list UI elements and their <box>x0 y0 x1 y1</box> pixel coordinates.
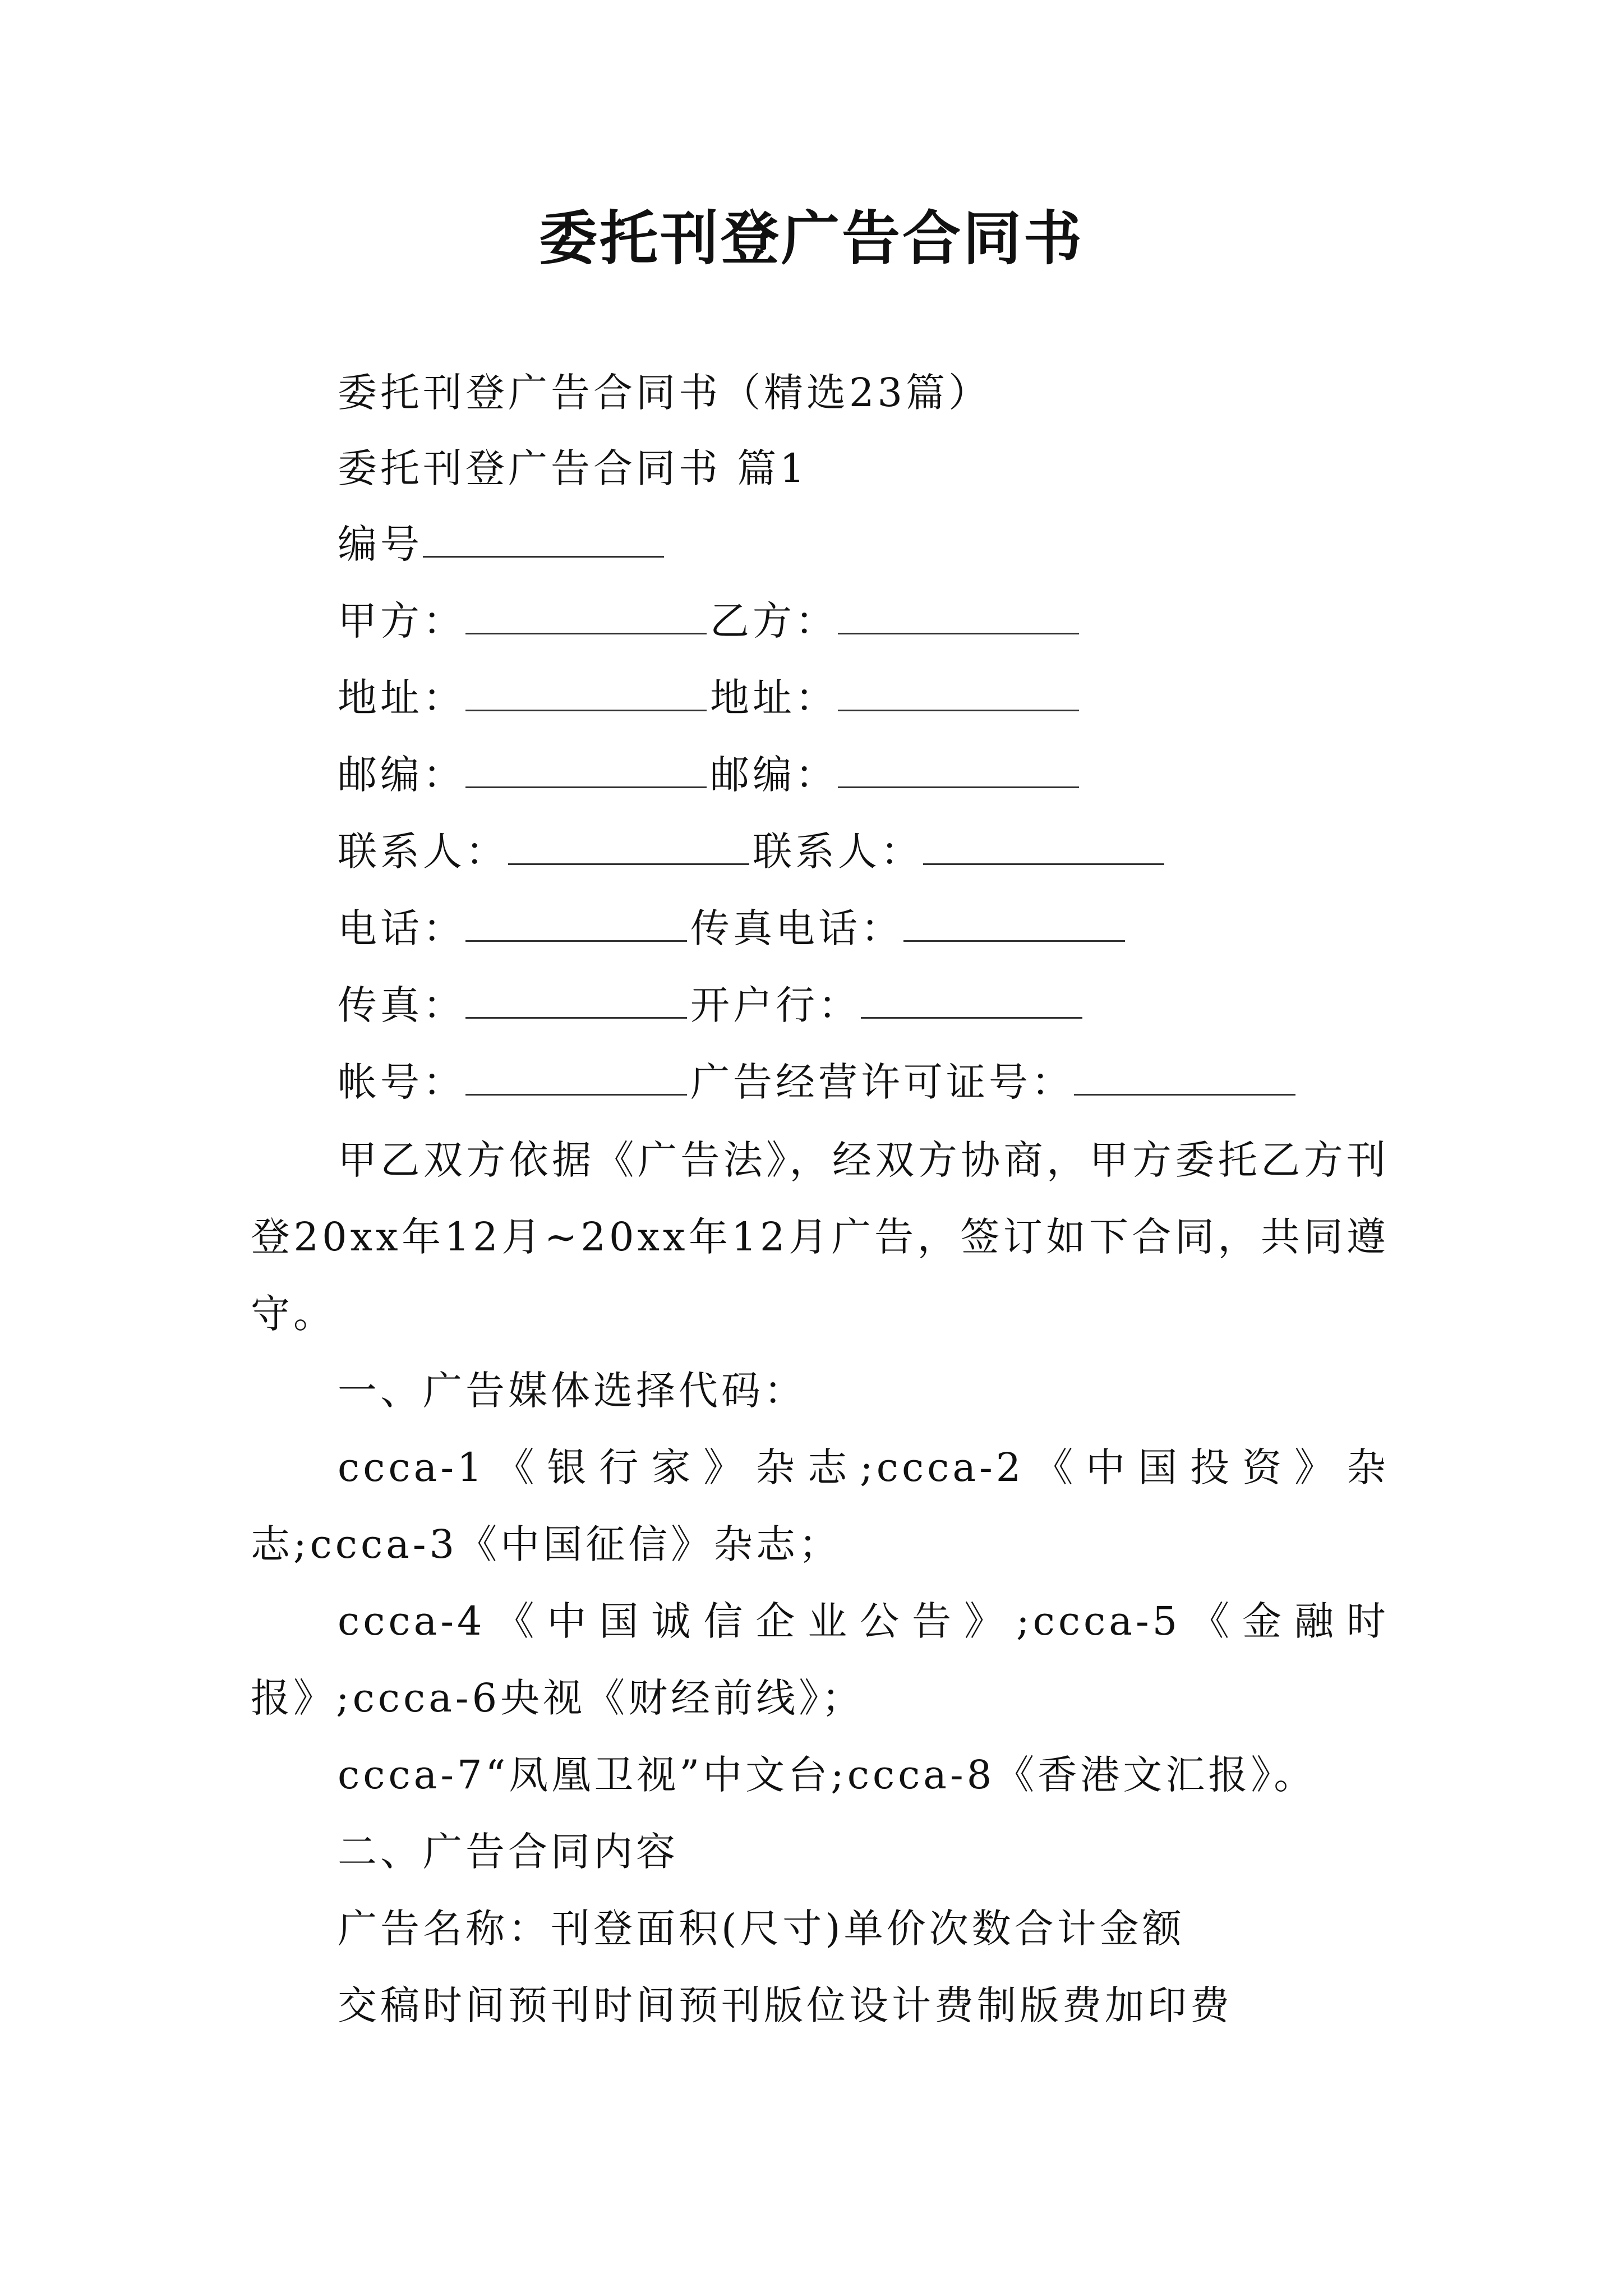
form-row-postcode <box>338 749 1082 800</box>
contact-b-blank <box>923 829 1164 865</box>
fax-label: 传真： <box>338 982 465 1028</box>
party-a-label: 甲方： <box>338 598 465 644</box>
account-label: 帐号： <box>338 1059 465 1105</box>
form-row-address <box>338 673 1082 723</box>
document-title: 委托刊登广告合同书 <box>538 204 1084 273</box>
heading-contract-content: 二、广告合同内容 <box>338 1829 679 1875</box>
heading-media-codes: 一、广告媒体选择代码： <box>338 1368 806 1414</box>
license-label: 广告经营许可证号： <box>690 1059 1074 1105</box>
address-a-label: 地址： <box>338 675 465 721</box>
media-paragraph-2: ccca-4《中国诚信企业公告》;ccca-5《金融时报》;ccca-6央视《财经前线》； <box>251 1598 1389 1721</box>
bank-blank <box>861 982 1082 1019</box>
party-b-label: 乙方： <box>710 598 838 644</box>
contact-a-label: 联系人： <box>338 829 508 875</box>
address-b-blank <box>838 675 1079 711</box>
form-row-number <box>338 519 667 569</box>
number-label: 编号 <box>338 521 423 567</box>
party-a-blank <box>465 598 707 634</box>
contact-a-blank <box>508 829 749 865</box>
postcode-b-blank <box>838 752 1079 788</box>
postcode-a-blank <box>465 752 707 788</box>
phone-label: 电话： <box>338 905 465 951</box>
intro-paragraph: 甲乙双方依据《广告法》，经双方协商，甲方委托乙方刊登20xx年12月~20xx年12月广告，签订如下合同，共同遵守。 <box>251 1137 1389 1337</box>
account-blank <box>465 1059 687 1096</box>
phone-blank <box>465 905 687 942</box>
bank-label: 开户行： <box>690 982 861 1028</box>
form-row-parties <box>338 596 1082 646</box>
media-paragraph-3: ccca-7“凤凰卫视”中文台;ccca-8《香港文汇报》。 <box>338 1752 1317 1798</box>
form-row-account <box>338 1057 1299 1107</box>
address-b-label: 地址： <box>710 675 838 721</box>
media-paragraph-1: ccca-1《银行家》杂志;ccca-2《中国投资》杂志;ccca-3《中国征信》杂志； <box>251 1444 1389 1567</box>
party-b-blank <box>838 598 1079 634</box>
address-a-blank <box>465 675 707 711</box>
form-row-contact <box>338 826 1168 877</box>
content-paragraph-1: 广告名称：刊登面积(尺寸)单价次数合计金额 <box>338 1906 1185 1952</box>
document-subtitle: 委托刊登广告合同书（精选23篇） <box>338 370 992 416</box>
contact-b-label: 联系人： <box>753 829 923 875</box>
fax-phone-blank <box>903 905 1125 942</box>
form-row-fax <box>338 980 1086 1030</box>
fax-blank <box>465 982 687 1019</box>
form-row-phone <box>338 903 1128 954</box>
postcode-a-label: 邮编： <box>338 752 465 798</box>
number-blank <box>423 521 664 558</box>
content-paragraph-2: 交稿时间预刊时间预刊版位设计费制版费加印费 <box>338 1982 1233 2028</box>
license-blank <box>1074 1059 1295 1096</box>
fax-phone-label: 传真电话： <box>690 905 903 951</box>
postcode-b-label: 邮编： <box>710 752 838 798</box>
section-heading: 委托刊登广告合同书 篇1 <box>338 445 808 491</box>
